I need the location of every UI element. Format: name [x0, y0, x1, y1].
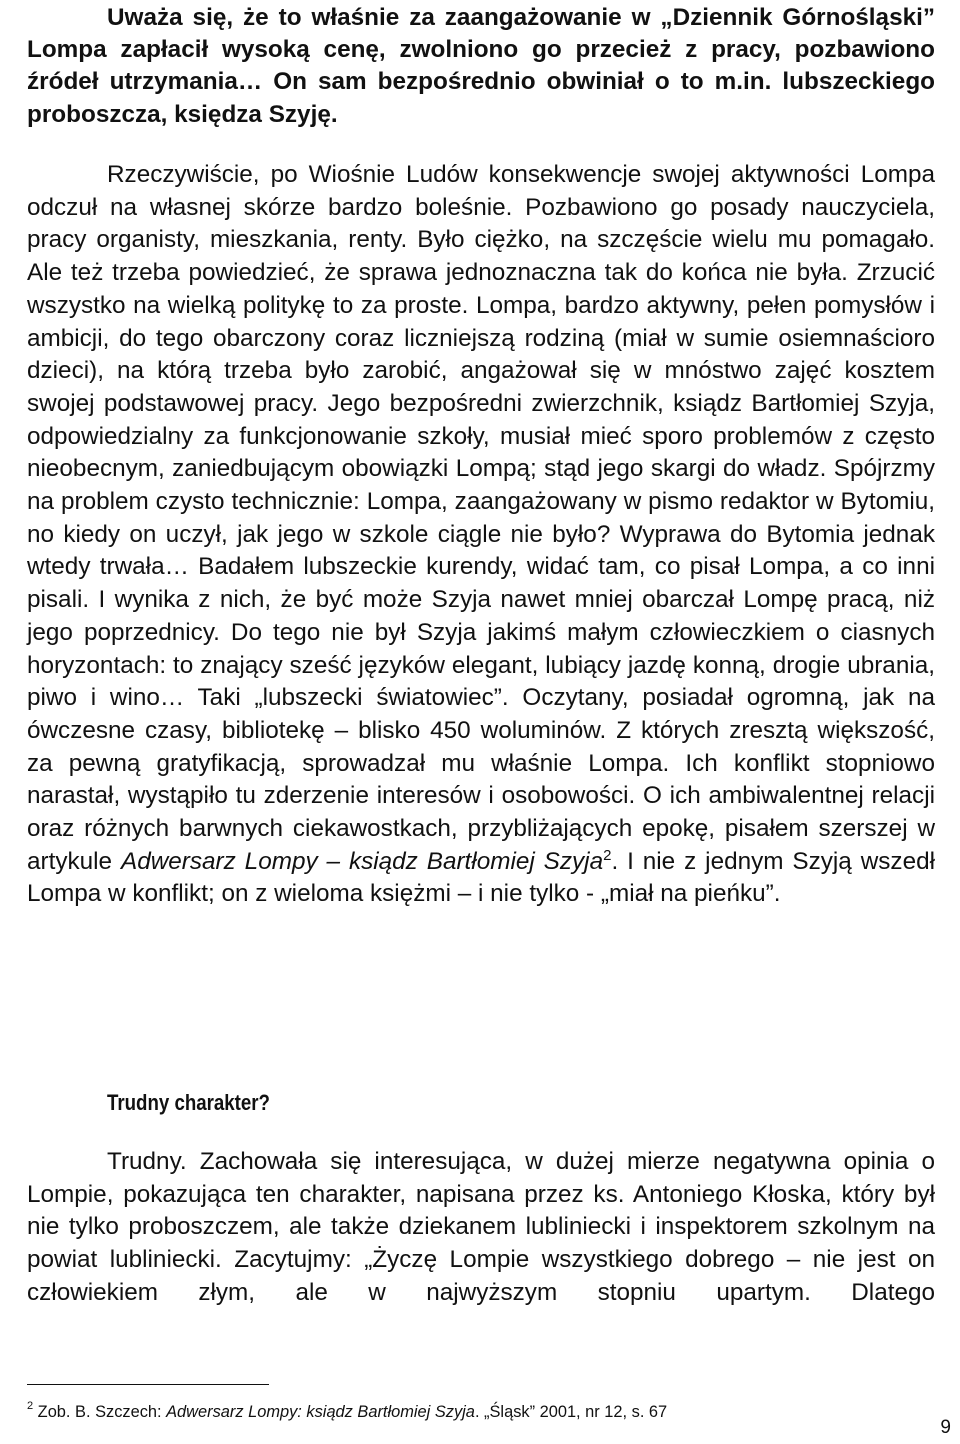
footnote-prefix: Zob. B. Szczech: — [33, 1403, 167, 1421]
footnote-separator — [27, 1384, 269, 1385]
footnote — [27, 1401, 927, 1423]
paragraph-1-main-text: Rzeczywiście, po Wiośnie Ludów konsekwencje swojej aktywności Lompa odczuł na własnej skórze bardzo boleśnie. Pozbawiono go posady nauczyciela, pracy organisty, mieszkania, renty. Było ciężko, na szczęście wielu mu pomagało. Ale też trzeba powiedzieć, że sprawa jednoznaczna tak do końca nie była. Zrzucić wszystko na wielką politykę to za proste. Lompa, bardzo aktywny, pełen pomysłów i ambicji, do tego obarczony coraz liczniejszą rodziną (miał w sumie osiemnaścioro dzieci), na którą trzeba było zarobić, angażował się w mnóstwo zajęć kosztem swojej podstawowej pracy. Jego bezpośredni zwierzchnik, ksiądz Bartłomiej Szyja, odpowiedzialny za funkcjonowanie szkoły, musiał mieć sporo problemów z często nieobecnym, zaniedbującym obowiązki Lompą; stąd jego skargi do władz. Spójrzmy na problem czysto technicznie: Lompa, zaangażowany w pismo redaktor w Bytomiu, no kiedy on uczył, jak jego w szkole ciągle nie było? Wyprawa do Bytomia jednak wtedy trwała… Badałem lubszeckie kurendy, widać tam, co pisał Lompa, a co inni pisali. I wynika z nich, że być może Szyja nawet mniej obarczał Lompę pracą, niż jego poprzednicy. Do tego nie był Szyja jakimś małym człowieczkiem o ciasnych horyzontach: to znający sześć języków elegant, lubiący jazdę konną, drogie ubrania, piwo i wino… Taki „lubszecki światowiec”. Oczytany, posiadał ogromną, jak na ówczesne czasy, bibliotekę – blisko 450 woluminów. Z których zresztą większość, za pewną gratyfikacją, sprowadzał mu właśnie Lompa. Ich konflikt stopniowo narastał, wystąpiło tu zderzenie interesów i osobowości. O ich ambiwalentnej relacji oraz różnych barwnych ciekawostkach, przybliżających epokę, pisałem szerszej w artykule — [27, 161, 935, 875]
bold-quote-paragraph — [27, 2, 935, 131]
body-paragraph-1-text — [27, 159, 935, 911]
paragraph-1-closing-text: . I nie z jednym Szyją wszedł Lompa w konflikt; on z wieloma księżmi – i nie tylko - „miał na pieńku”. — [27, 847, 936, 908]
footnote-suffix: . „Śląsk” 2001, nr 12, s. 67 — [474, 1403, 668, 1421]
section-heading: Trudny charakter? — [107, 1090, 270, 1115]
body-paragraph-1 — [27, 159, 935, 911]
page-number: 9 — [940, 1417, 951, 1438]
footnote-number: 2 — [27, 1400, 34, 1412]
bold-quote-text: Uważa się, że to właśnie za zaangażowanie w „Dziennik Górnośląski” Lompa zapłacił wysoką cenę, zwolniono go przecież z pracy, pozbawiono źródeł utrzymania… On sam bezpośrednio obwiniał o to m.in. lubszeckiego proboszcza, księdza Szyję. — [27, 4, 935, 128]
body-paragraph-2 — [27, 1146, 935, 1310]
footnote-title-italic: Adwersarz Lompy: ksiądz Bartłomiej Szyja — [166, 1403, 475, 1421]
footnote-reference[interactable]: 2 — [603, 846, 612, 864]
article-title-italic: Adwersarz Lompy – ksiądz Bartłomiej Szyja — [121, 847, 604, 875]
body-paragraph-2-text: Trudny. Zachowała się interesująca, w dużej mierze negatywna opinia o Lompie, pokazująca ten charakter, napisana przez ks. Antoniego Kłoska, który był nie tylko proboszczem, ale także dziekanem lubliniecki i inspektorem szkolnym na powiat lubliniecki. Zacytujmy: „Życzę Lompie wszystkiego dobrego – nie jest on człowiekiem złym, ale w najwyższym stopniu upartym. Dlatego — [27, 1148, 935, 1306]
